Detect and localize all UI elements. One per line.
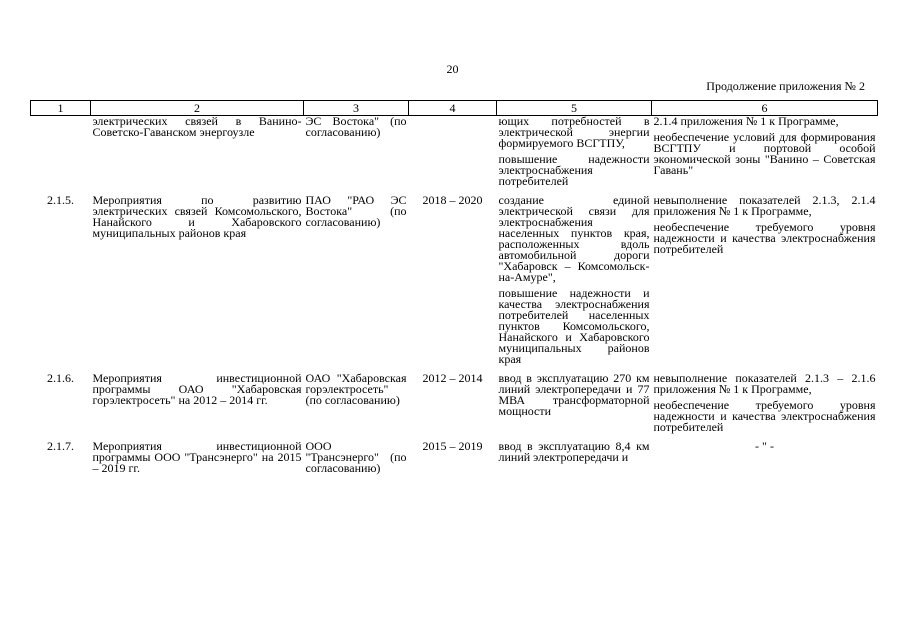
expected-results (497, 195, 652, 373)
column-header-2: 2 (91, 101, 304, 116)
result-paragraph: повышение надежности и качества электроснабжения потребителей населенных пунктов Комсомольского, Нанайского и Хабаровского муниципальных районов края (498, 286, 650, 366)
consequences (652, 195, 878, 373)
expected-results (497, 441, 652, 482)
consequence-paragraph: - " - (755, 439, 774, 453)
consequences (652, 373, 878, 441)
consequence-paragraph: необеспечение требуемого уровня надежности и качества электроснабжения потребителей (653, 398, 876, 434)
executor: ЭС Востока" (по согласованию) (305, 114, 407, 139)
column-header-6: 6 (652, 101, 878, 116)
event-name: Мероприятия инвестиционной программы ОАО "Хабаровская горэлектросеть" на 2012 – 2014 гг. (92, 371, 302, 407)
result-paragraph: повышение надежности электроснабжения потребителей (498, 152, 650, 188)
executor: ПАО "РАО ЭС Востока" (по согласованию) (305, 193, 407, 229)
executor: ОАО "Хабаровская горэлектросеть" (по согласованию) (305, 371, 407, 407)
result-paragraph: ввод в эксплуатацию 8,4 км линий электропередачи и (498, 439, 650, 464)
event-name: Мероприятия инвестиционной программы ООО "Трансэнерго" на 2015 – 2019 гг. (92, 439, 302, 475)
row-number: 2.1.5. (47, 193, 74, 207)
row-number: 2.1.6. (47, 371, 74, 385)
event-name: электрических связей в Ванино-Советско-Гаванском энергоузле (92, 114, 302, 139)
table-row (31, 195, 878, 373)
result-paragraph: создание единой электрической связи для электроснабжения населенных пунктов края, расположенных вдоль автомобильной дороги "Хабаровск – Комсомольск-на-Амуре", (498, 193, 650, 284)
period: 2012 – 2014 (422, 371, 483, 385)
expected-results (497, 373, 652, 441)
period: 2018 – 2020 (422, 193, 483, 207)
column-header-1: 1 (31, 101, 91, 116)
column-header-3: 3 (304, 101, 409, 116)
expected-results (497, 116, 652, 196)
consequences (652, 441, 878, 482)
column-header-5: 5 (497, 101, 652, 116)
row-number: 2.1.7. (47, 439, 74, 453)
table-row (31, 373, 878, 441)
consequence-paragraph: необеспечение условий для формирования ВСГТПУ и портовой особой экономической зоны "Ванино – Советская Гавань" (653, 130, 876, 177)
consequence-paragraph: невыполнение показателей 2.1.3, 2.1.4 приложения № 1 к Программе, (653, 193, 876, 218)
table-row (31, 441, 878, 482)
consequence-paragraph: невыполнение показателей 2.1.3 – 2.1.6 приложения № 1 к Программе, (653, 371, 876, 396)
consequence-paragraph: 2.1.4 приложения № 1 к Программе, (653, 114, 839, 128)
consequence-paragraph: необеспечение требуемого уровня надежности и качества электроснабжения потребителей (653, 220, 876, 256)
column-header-4: 4 (409, 101, 497, 116)
result-paragraph: ввод в эксплуатацию 270 км линий электропередачи и 77 МВА трансформаторной мощности (498, 371, 650, 418)
event-name: Мероприятия по развитию электрических связей Комсомольского, Нанайского и Хабаровского муниципальных районов края (92, 193, 302, 240)
executor: ООО "Трансэнерго" (по согласованию) (305, 439, 407, 475)
period (409, 116, 497, 196)
result-paragraph: ющих потребностей в электрической энергии формируемого ВСГТПУ, (498, 114, 650, 150)
page-number: 20 (446, 62, 459, 76)
table-row (31, 116, 878, 196)
consequences (652, 116, 878, 196)
program-table (30, 100, 878, 482)
row-number (31, 116, 91, 196)
continuation-note: Продолжение приложения № 2 (706, 79, 865, 93)
period: 2015 – 2019 (422, 439, 483, 453)
